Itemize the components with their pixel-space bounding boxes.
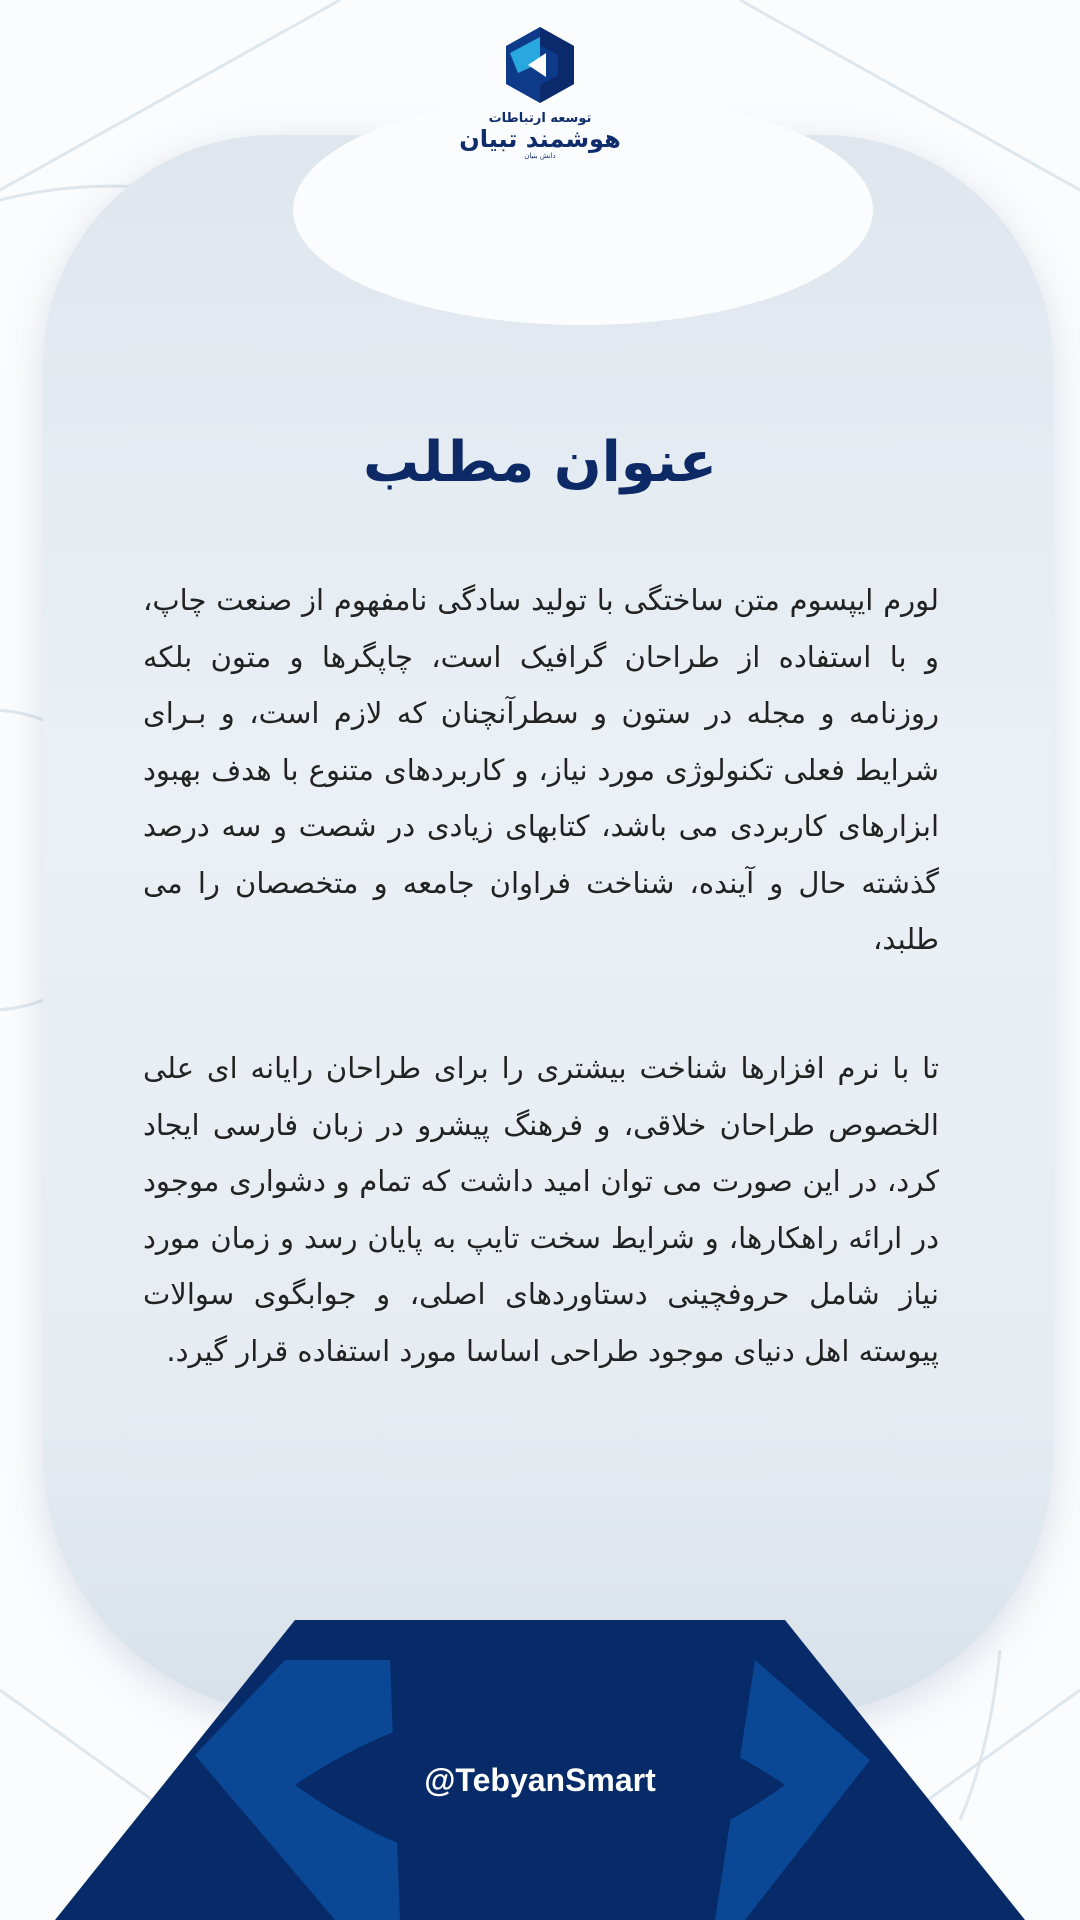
social-handle: @TebyanSmart — [424, 1762, 656, 1798]
paragraph-1: لورم ایپسوم متن ساختگی با تولید سادگی نامفهوم از صنعت چاپ، و با استفاده از طراحان گرافیک است، چاپگرها و متون بلکه روزنامه و مجله در ستون و سطرآنچنان که لازم است، و بـرای شرایط فعلی تکنولوژی مورد نیاز، و کاربردهای متنوع با هدف بهبود ابزارهای کاربردی می باشد، کتابهای زیادی در شصت و سه درصد گذشته حال و آینده، شناخت فراوان جامعه و متخصصان را می طلبد، — [143, 583, 939, 956]
page-title: عنوان مطلب — [362, 430, 718, 495]
paragraph-2: تا با نرم افزارها شناخت بیشتری را برای طراحان رایانه ای علی الخصوص طراحان خلاقی، و فرهنگ پیشرو در زبان فارسی ایجاد کرد، در این صورت می توان امید داشت که تمام و دشواری موجود در ارائه راهکارها، و شرایط سخت تایپ به پایان رسد و زمان مورد نیاز شامل حروفچینی دستاوردهای اصلی، و جوابگوی سوالات پیوسته اهل دنیای موجود طراحی اساسا مورد استفاده قرار گیرد. — [143, 1051, 939, 1368]
brand-tagline: دانش بنیان — [524, 152, 556, 160]
brand-line1: توسعه ارتباطات — [488, 111, 592, 126]
brand-name: هوشمند تبیان — [459, 125, 621, 153]
